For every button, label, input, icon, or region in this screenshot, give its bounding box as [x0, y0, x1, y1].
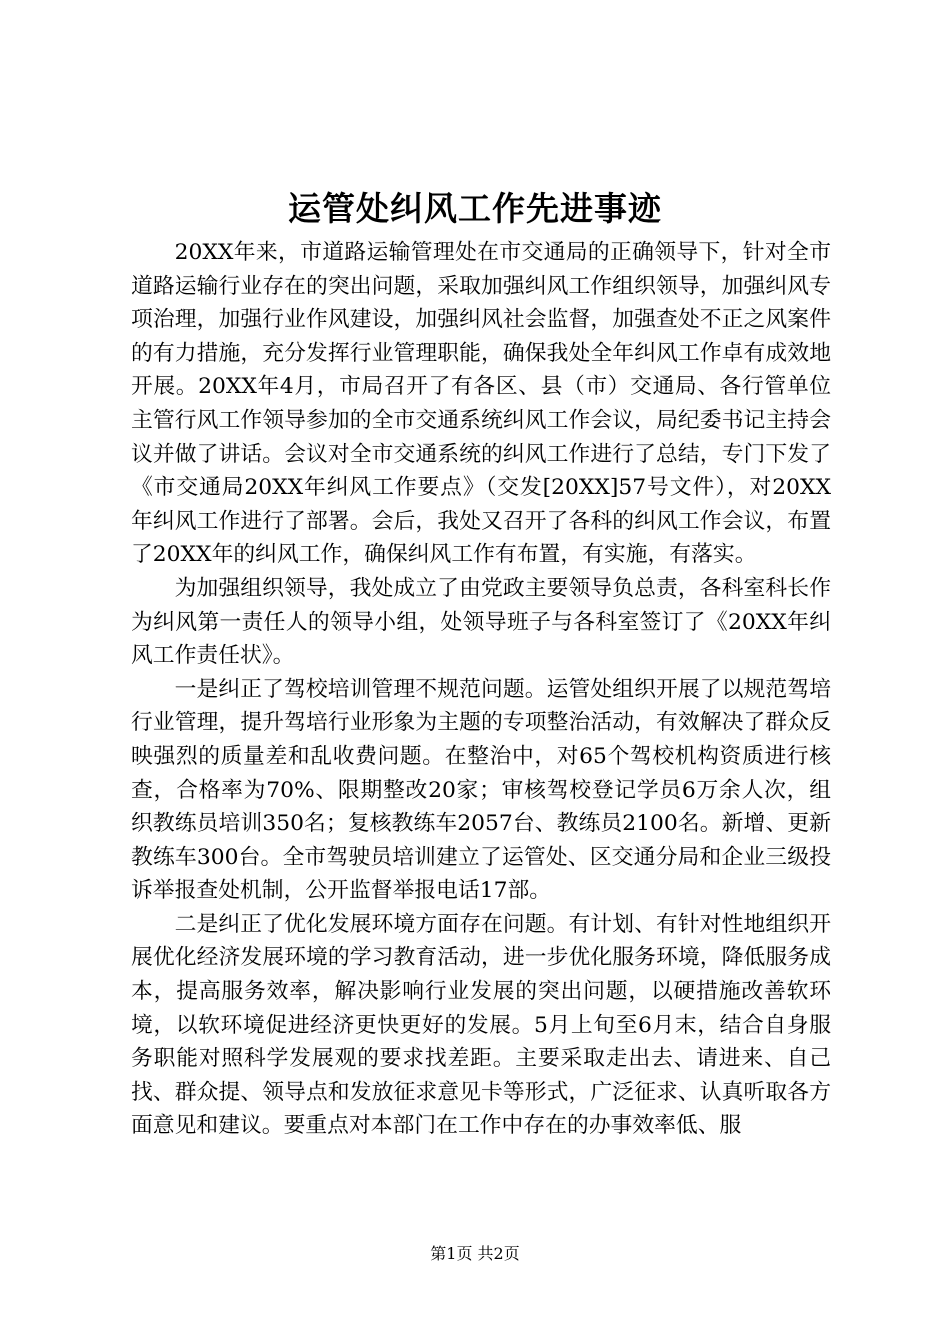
paragraph: 二是纠正了优化发展环境方面存在问题。有计划、有针对性地组织开展优化经济发展环境的学习教育活动，进一步优化服务环境，降低服务成本，提高服务效率，解决影响行业发展的突出问题，以硬措施改善软环境，以软环境促进经济更快更好的发展。5月上旬至6月末，结合自身服务职能对照科学发展观的要求找差距。主要采取走出去、请进来、自己找、群众提、领导点和发放征求意见卡等形式，广泛征求、认真听取各方面意见和建议。要重点对本部门在工作中存在的办事效率低、服: [131, 911, 831, 1139]
paragraph: 20XX年来，市道路运输管理处在市交通局的正确领导下，针对全市道路运输行业存在的突出问题，采取加强纠风工作组织领导，加强纠风专项治理，加强行业作风建设，加强纠风社会监督，加强查处不正之风案件的有力措施，充分发挥行业管理职能，确保我处全年纠风工作卓有成效地开展。20XX年4月，市局召开了有各区、县（市）交通局、各行管单位主管行风工作领导参加的全市交通系统纠风工作会议，局纪委书记主持会议并做了讲话。会议对全市交通系统的纠风工作进行了总结，专门下发了《市交通局20XX年纠风工作要点》（交发[20XX]57号文件），对20XX年纠风工作进行了部署。会后，我处又召开了各科的纠风工作会议，布置了20XX年的纠风工作，确保纠风工作有布置，有实施，有落实。: [131, 240, 831, 568]
document-title: 运管处纠风工作先进事迹: [288, 189, 662, 228]
paragraph: 为加强组织领导，我处成立了由党政主要领导负总责，各科室科长作为纠风第一责任人的领导小组，处领导班子与各科室签订了《20XX年纠风工作责任状》。: [131, 575, 831, 669]
document-body: [131, 236, 831, 1143]
paragraph: 一是纠正了驾校培训管理不规范问题。运管处组织开展了以规范驾培行业管理，提升驾培行业形象为主题的专项整治活动，有效解决了群众反映强烈的质量差和乱收费问题。在整治中，对65个驾校机构资质进行核查，合格率为70%、限期整改20家；审核驾校登记学员6万余人次，组织教练员培训350名；复核教练车2057台、教练员2100名。新增、更新教练车300台。全市驾驶员培训建立了运管处、区交通分局和企业三级投诉举报查处机制，公开监督举报电话17部。: [131, 676, 831, 904]
page-number-footer: 第1页 共2页: [430, 1244, 520, 1263]
